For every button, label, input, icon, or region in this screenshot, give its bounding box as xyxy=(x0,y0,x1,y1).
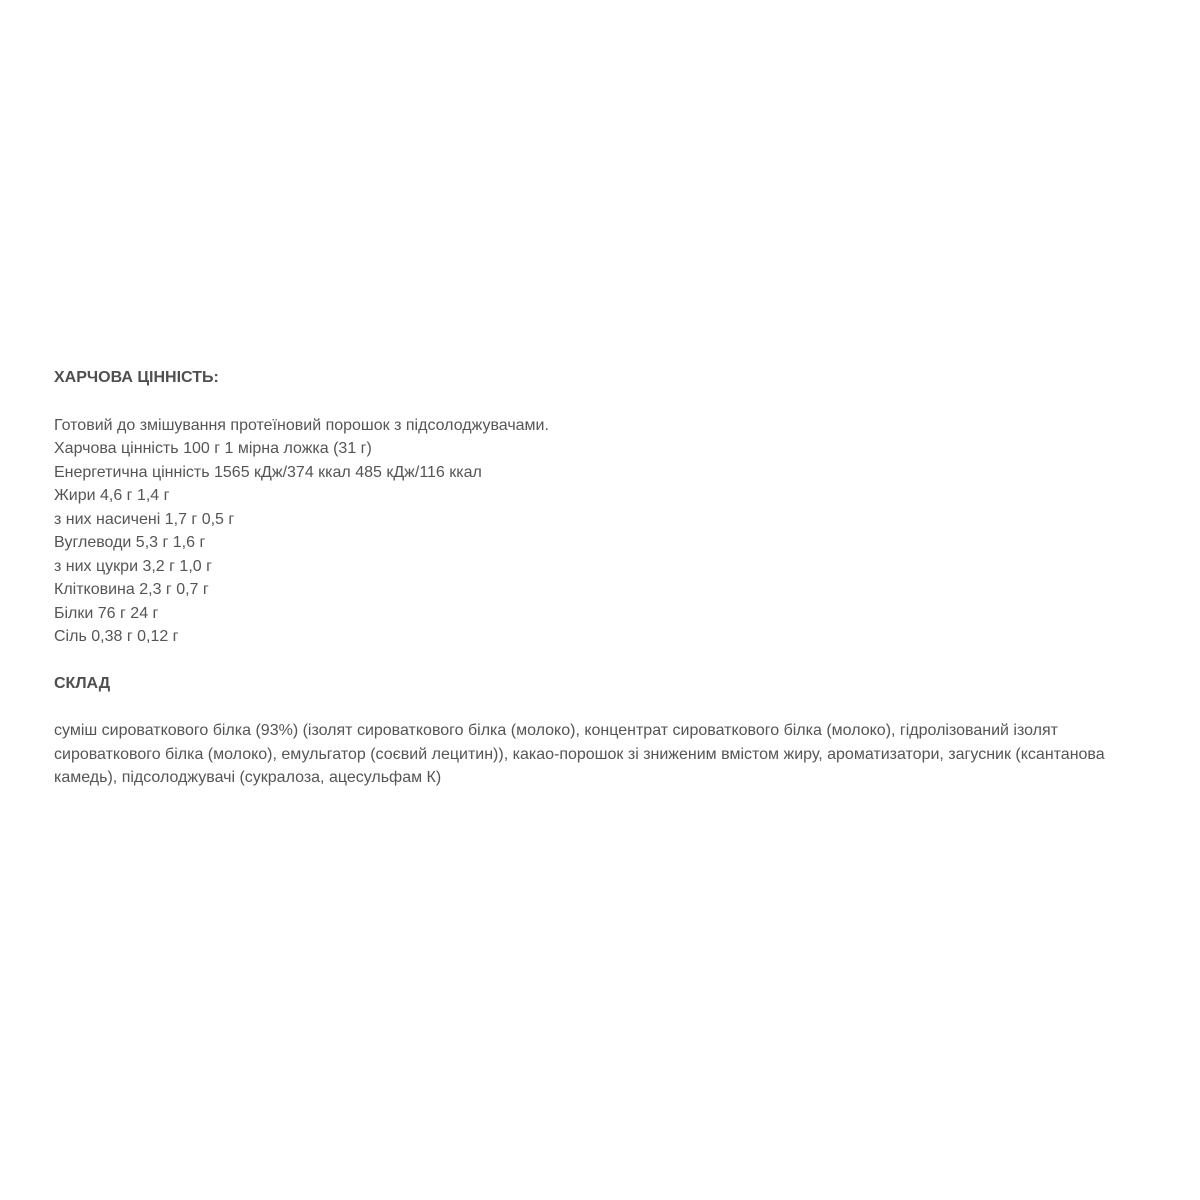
composition-heading: СКЛАД xyxy=(54,674,111,692)
nutrition-list xyxy=(54,414,1146,649)
product-info xyxy=(54,366,1146,790)
nutrition-line: Білки 76 г 24 г xyxy=(54,604,159,622)
nutrition-line: Жири 4,6 г 1,4 г xyxy=(54,487,170,504)
nutrition-heading: ХАРЧОВА ЦІННІСТЬ: xyxy=(54,369,219,386)
nutrition-line: Клітковина 2,3 г 0,7 г xyxy=(54,581,209,598)
nutrition-line: з них насичені 1,7 г 0,5 г xyxy=(54,510,235,528)
composition-text: суміш сироваткового білка (93%) (ізолят сироваткового білка (молоко), концентрат сироваткового білка (молоко), гідролізований ізолят сироваткового білка (молоко), емульгатор (соєвий лецитин)), какао-порошок зі зниженим вмістом жиру, ароматизатори, загусник (ксантанова камедь), підсолоджувачі (сукралоза, ацесульфам К) xyxy=(54,722,1105,786)
nutrition-line: Готовий до змішування протеїновий порошок з підсолоджувачами. xyxy=(54,416,549,434)
nutrition-line: Харчова цінність 100 г 1 мірна ложка (31 г) xyxy=(54,440,372,457)
nutrition-line: Вуглеводи 5,3 г 1,6 г xyxy=(54,534,206,551)
nutrition-line: Сіль 0,38 г 0,12 г xyxy=(54,628,179,645)
nutrition-line: з них цукри 3,2 г 1,0 г xyxy=(54,557,212,575)
nutrition-line: Енергетична цінність 1565 кДж/374 ккал 485 кДж/116 ккал xyxy=(54,463,482,481)
